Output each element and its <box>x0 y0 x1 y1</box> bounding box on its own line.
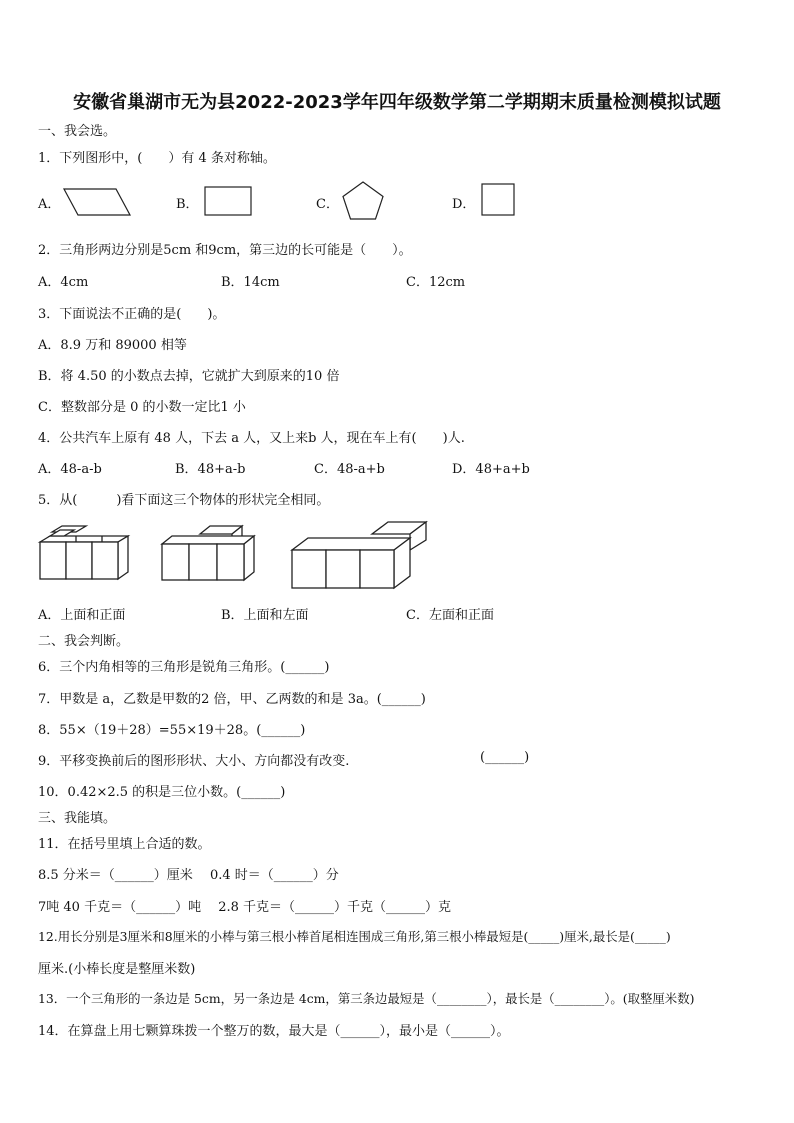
page-title: 安徽省巢湖市无为县2022-2023学年四年级数学第二学期期末质量检测模拟试题 <box>73 92 721 113</box>
question-13: 13．一个三角形的一条边是 5cm，另一条边是 4cm，第三条边最短是（________），最长是（________）。(取整厘米数) <box>38 991 695 1006</box>
q1-option-d-label: D． <box>452 197 476 212</box>
section-heading-judge: 二、我会判断。 <box>38 634 130 649</box>
question-11-row-1: 8.5 分米＝（______）厘米 0.4 时＝（______）分 <box>38 868 339 883</box>
question-9-blank: (______) <box>480 750 530 765</box>
parallelogram-figure <box>62 186 132 218</box>
cube-object-3 <box>290 520 430 592</box>
question-4-stem: 4．公共汽车上原有 48 人，下去 a 人，又上来b 人，现在车上有( )人. <box>38 431 465 446</box>
question-11-row-2: 7吨 40 千克＝（______）吨 2.8 千克＝（______）千克（______）克 <box>38 900 452 915</box>
q3-option-c: C．整数部分是 0 的小数一定比1 小 <box>38 400 246 415</box>
question-6: 6．三个内角相等的三角形是锐角三角形。(______) <box>38 660 330 675</box>
q2-option-a: A．4cm <box>38 275 89 290</box>
cube-object-2 <box>160 524 260 584</box>
section-heading-fill: 三、我能填。 <box>38 811 117 826</box>
question-7: 7．甲数是 a，乙数是甲数的2 倍，甲、乙两数的和是 3a。(______) <box>38 692 426 707</box>
question-11-stem: 11．在括号里填上合适的数。 <box>38 837 211 852</box>
question-10: 10．0.42×2.5 的积是三位小数。(______) <box>38 785 286 800</box>
question-5-stem: 5．从( )看下面这三个物体的形状完全相同。 <box>38 493 330 508</box>
square-shape <box>482 184 514 215</box>
section-heading-choose: 一、我会选。 <box>38 124 117 139</box>
q1-option-b-label: B． <box>176 197 199 212</box>
q1-option-a-label: A． <box>38 197 61 212</box>
parallelogram-shape <box>64 189 130 215</box>
question-12-line-1: 12.用长分别是3厘米和8厘米的小棒与第三根小棒首尾相连围成三角形,第三根小棒最短是(_____)厘米,最长是(_____) <box>38 929 671 944</box>
q4-option-b: B．48+a-b <box>175 462 246 477</box>
q2-option-c: C．12cm <box>406 275 466 290</box>
question-3-stem: 3．下面说法不正确的是( )。 <box>38 307 226 322</box>
q4-option-c: C．48-a+b <box>314 462 385 477</box>
q3-option-b: B．将 4.50 的小数点去掉，它就扩大到原来的10 倍 <box>38 369 340 384</box>
q2-option-b: B．14cm <box>221 275 280 290</box>
question-8: 8．55×（19＋28）=55×19＋28。(______) <box>38 723 306 738</box>
q5-option-c: C．左面和正面 <box>406 608 494 623</box>
q1-option-c-label: C． <box>316 197 339 212</box>
question-14: 14．在算盘上用七颗算珠拨一个整万的数，最大是（______），最小是（______）。 <box>38 1024 510 1039</box>
pentagon-figure <box>342 181 386 221</box>
question-12-line-2: 厘米.(小棒长度是整厘米数) <box>38 962 196 977</box>
rectangle-figure <box>204 186 254 218</box>
pentagon-shape <box>343 182 383 219</box>
rectangle-shape <box>205 187 251 215</box>
q3-option-a: A．8.9 万和 89000 相等 <box>38 338 187 353</box>
q5-option-a: A．上面和正面 <box>38 608 126 623</box>
q5-option-b: B．上面和左面 <box>221 608 309 623</box>
question-9-stem: 9．平移变换前后的图形形状、大小、方向都没有改变. <box>38 754 350 769</box>
question-2-stem: 2．三角形两边分别是5cm 和9cm，第三边的长可能是（ ）。 <box>38 243 412 258</box>
question-1-stem: 1．下列图形中，( ）有 4 条对称轴。 <box>38 151 276 166</box>
cube-object-1 <box>38 524 134 584</box>
q4-option-a: A．48-a-b <box>38 462 102 477</box>
q4-option-d: D．48+a+b <box>452 462 530 477</box>
square-figure <box>481 183 517 217</box>
